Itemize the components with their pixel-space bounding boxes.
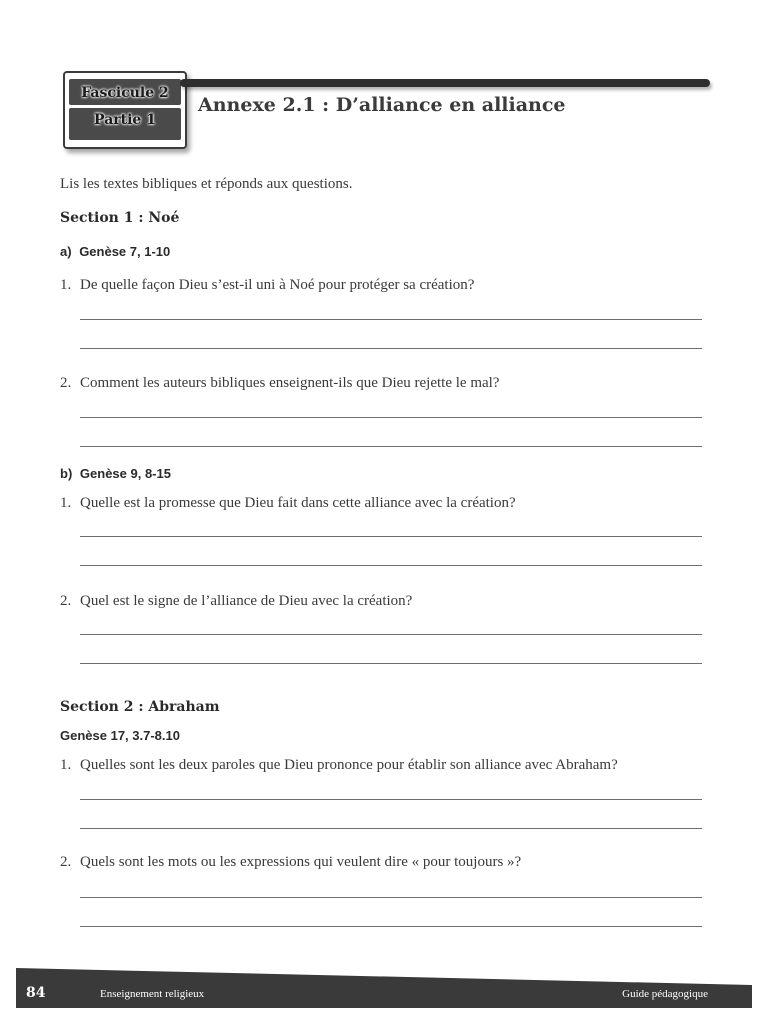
- header-rule: [180, 79, 710, 87]
- answer-line[interactable]: [80, 634, 702, 635]
- footer-guide: Guide pédagogique: [622, 988, 708, 1000]
- answer-line[interactable]: [80, 446, 702, 447]
- page-title: Annexe 2.1 : D’alliance en alliance: [198, 94, 566, 116]
- question-2-1: [60, 757, 618, 774]
- question-text: Quel est le signe de l’alliance de Dieu avec la création?: [80, 593, 413, 609]
- question-1b-1: [60, 495, 516, 512]
- question-text: Quels sont les mots ou les expressions qui veulent dire « pour toujours »?: [80, 854, 522, 870]
- question-number: 2.: [60, 375, 72, 391]
- tab-fascicule-label: Fascicule 2: [81, 85, 169, 101]
- fascicule-tab: [63, 71, 187, 149]
- page-number: 84: [26, 985, 46, 1001]
- question-number: 1.: [60, 277, 72, 293]
- question-text: Comment les auteurs bibliques enseignent-ils que Dieu rejette le mal?: [80, 375, 500, 391]
- section-2-reference: Genèse 17, 3.7-8.10: [60, 728, 180, 743]
- question-text: De quelle façon Dieu s’est-il uni à Noé pour protéger sa création?: [80, 277, 475, 293]
- question-1b-2: [60, 593, 412, 610]
- answer-line[interactable]: [80, 926, 702, 927]
- section-2-heading: Section 2 : Abraham: [60, 699, 220, 715]
- question-1a-2: [60, 375, 499, 392]
- subsection-label: b): [60, 466, 73, 481]
- answer-line[interactable]: [80, 663, 702, 664]
- question-1a-1: [60, 277, 474, 294]
- subsection-label: a): [60, 244, 72, 259]
- answer-line[interactable]: [80, 319, 702, 320]
- answer-line[interactable]: [80, 417, 702, 418]
- section-1-heading: Section 1 : Noé: [60, 210, 180, 226]
- tab-partie-label: Partie 1: [94, 112, 156, 128]
- answer-line[interactable]: [80, 536, 702, 537]
- question-number: 2.: [60, 854, 72, 870]
- section-1a-reference: [60, 244, 170, 259]
- question-number: 1.: [60, 757, 72, 773]
- question-number: 2.: [60, 593, 72, 609]
- answer-line[interactable]: [80, 828, 702, 829]
- answer-line[interactable]: [80, 348, 702, 349]
- question-text: Quelle est la promesse que Dieu fait dans cette alliance avec la création?: [80, 495, 516, 511]
- question-text: Quelles sont les deux paroles que Dieu prononce pour établir son alliance avec Abraham?: [80, 757, 618, 773]
- section-1b-reference: [60, 466, 171, 481]
- question-2-2: [60, 854, 521, 871]
- instructions: Lis les textes bibliques et réponds aux questions.: [60, 176, 353, 192]
- question-number: 1.: [60, 495, 72, 511]
- answer-line[interactable]: [80, 897, 702, 898]
- bible-reference: Genèse 7, 1-10: [79, 244, 171, 259]
- footer-subject: Enseignement religieux: [100, 988, 205, 1000]
- answer-line[interactable]: [80, 565, 702, 566]
- bible-reference: Genèse 9, 8-15: [79, 466, 171, 481]
- answer-line[interactable]: [80, 799, 702, 800]
